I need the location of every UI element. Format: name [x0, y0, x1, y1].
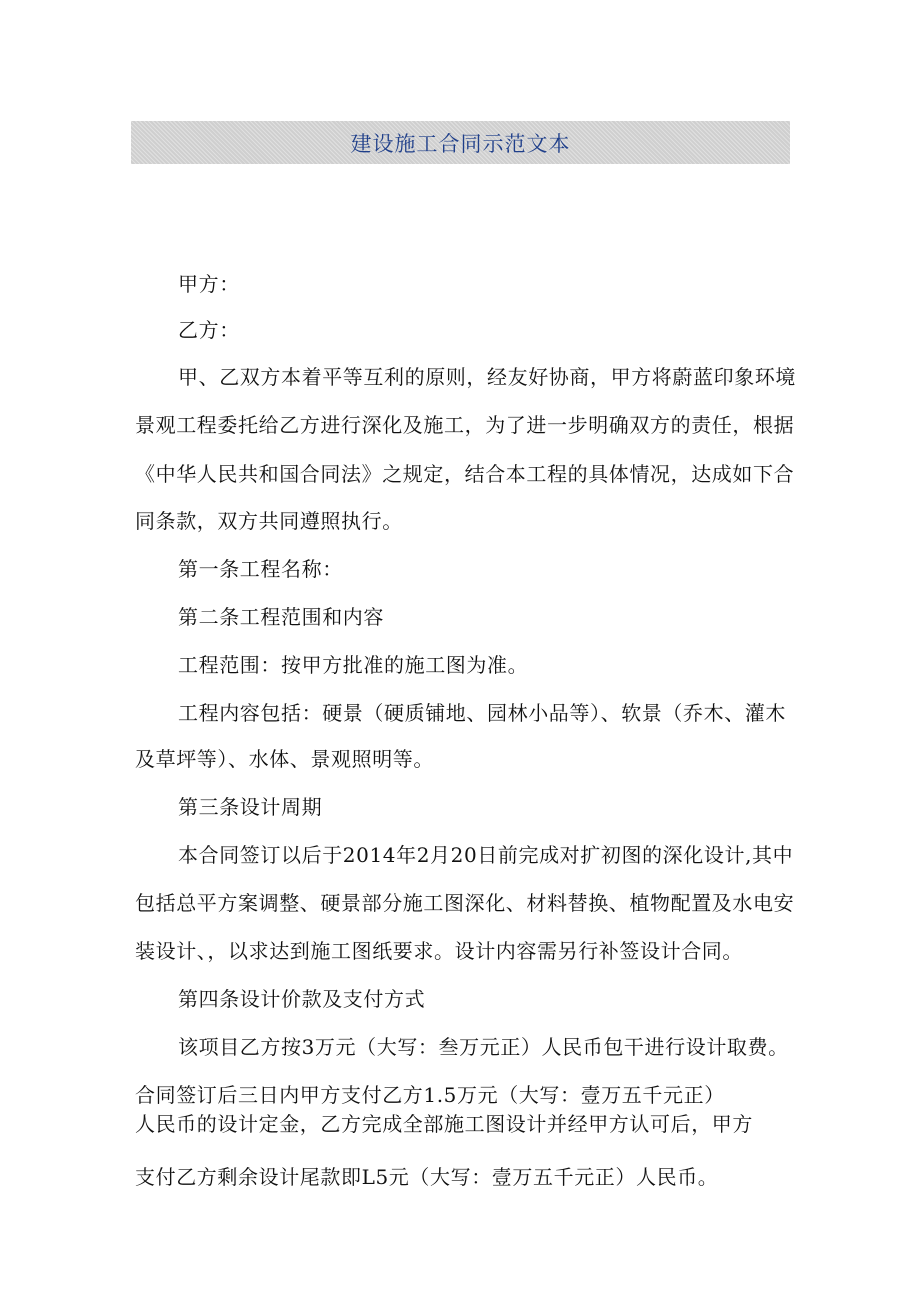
preamble-line-2: 景观工程委托给乙方进行深化及施工，为了进一步明确双方的责任，根据	[135, 413, 795, 437]
design-period-line-2: 包括总平方案调整、硬景部分施工图深化、材料替换、植物配置及水电安	[135, 891, 795, 915]
party-b-line: 乙方：	[178, 318, 240, 342]
payment-line-1: 该项目乙方按3万元（大写：叁万元正）人民币包干进行设计取费。	[178, 1035, 789, 1059]
design-period-line-3: 装设计、，以求达到施工图纸要求。设计内容需另行补签设计合同。	[135, 939, 743, 963]
payment-line-4: 支付乙方剩余设计尾款即L5元（大写：壹万五千元正）人民币。	[135, 1165, 719, 1189]
article-3-heading: 第三条设计周期	[178, 795, 323, 819]
preamble-line-3: 《中华人民共和国合同法》之规定，结合本工程的具体情况，达成如下合	[135, 462, 795, 486]
title-banner	[131, 121, 790, 164]
payment-line-3: 人民币的设计定金，乙方完成全部施工图设计并经甲方认可后，甲方	[135, 1112, 753, 1136]
document-title: 建设施工合同示范文本	[350, 131, 571, 156]
article-4-heading: 第四条设计价款及支付方式	[178, 987, 426, 1011]
preamble-line-4: 同条款，双方共同遵照执行。	[135, 509, 403, 533]
scope-line: 工程范围：按甲方批准的施工图为准。	[178, 653, 529, 677]
article-1-heading: 第一条工程名称：	[178, 557, 343, 581]
party-a-line: 甲方：	[178, 272, 240, 296]
content-line-2: 及草坪等）、水体、景观照明等。	[135, 747, 434, 771]
payment-line-2: 合同签订后三日内甲方支付乙方1.5万元（大写：壹万五千元正）	[135, 1083, 725, 1107]
content-line-1: 工程内容包括：硬景（硬质铺地、园林小品等）、软景（乔木、灌木	[178, 701, 786, 725]
article-2-heading: 第二条工程范围和内容	[178, 605, 384, 629]
preamble-line-1: 甲、乙双方本着平等互利的原则，经友好协商，甲方将蔚蓝印象环境	[178, 365, 796, 389]
design-period-line-1: 本合同签订以后于2014年2月20日前完成对扩初图的深化设计,其中	[178, 843, 794, 867]
